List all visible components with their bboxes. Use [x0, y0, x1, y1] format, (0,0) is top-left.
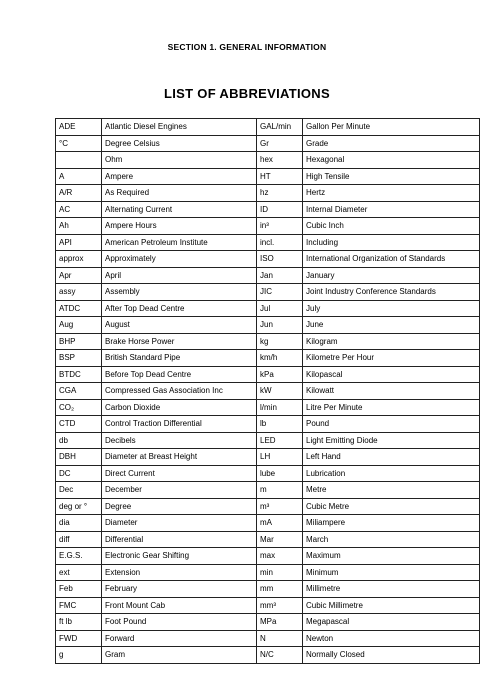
table-row: [56, 515, 480, 532]
abbreviation-cell: BTDC: [56, 366, 102, 383]
definition-cell: Millimetre: [303, 581, 480, 598]
definition-cell: Electronic Gear Shifting: [102, 548, 257, 565]
definition-cell: Lubrication: [303, 465, 480, 482]
definition-cell: February: [102, 581, 257, 598]
abbreviation-cell: LH: [257, 449, 303, 466]
abbreviation-cell: Dec: [56, 482, 102, 499]
definition-cell: March: [303, 531, 480, 548]
definition-cell: American Petroleum Institute: [102, 234, 257, 251]
table-row: [56, 564, 480, 581]
abbreviation-cell: ft lb: [56, 614, 102, 631]
definition-cell: Kilometre Per Hour: [303, 350, 480, 367]
definition-cell: Assembly: [102, 284, 257, 301]
abbreviation-cell: MPa: [257, 614, 303, 631]
abbreviation-cell: kW: [257, 383, 303, 400]
abbreviation-cell: DBH: [56, 449, 102, 466]
abbreviation-cell: Ah: [56, 218, 102, 235]
table-row: [56, 449, 480, 466]
table-row: [56, 531, 480, 548]
table-row: [56, 416, 480, 433]
definition-cell: Forward: [102, 630, 257, 647]
table-row: [56, 465, 480, 482]
abbreviation-cell: N/C: [257, 647, 303, 664]
abbreviation-cell: mm³: [257, 597, 303, 614]
table-row: [56, 119, 480, 136]
abbreviation-cell: API: [56, 234, 102, 251]
definition-cell: August: [102, 317, 257, 334]
definition-cell: After Top Dead Centre: [102, 300, 257, 317]
definition-cell: Gram: [102, 647, 257, 664]
table-row: [56, 548, 480, 565]
abbreviation-cell: assy: [56, 284, 102, 301]
abbreviation-cell: mm: [257, 581, 303, 598]
table-row: [56, 284, 480, 301]
abbreviation-cell: hz: [257, 185, 303, 202]
abbreviation-cell: m: [257, 482, 303, 499]
abbreviation-cell: incl.: [257, 234, 303, 251]
definition-cell: Diameter at Breast Height: [102, 449, 257, 466]
definition-cell: Diameter: [102, 515, 257, 532]
definition-cell: Degree Celsius: [102, 135, 257, 152]
definition-cell: Differential: [102, 531, 257, 548]
table-row: [56, 383, 480, 400]
table-row: [56, 498, 480, 515]
abbreviation-cell: ADE: [56, 119, 102, 136]
abbreviation-cell: Apr: [56, 267, 102, 284]
abbreviation-cell: dia: [56, 515, 102, 532]
definition-cell: June: [303, 317, 480, 334]
definition-cell: Cubic Metre: [303, 498, 480, 515]
abbreviation-cell: Jul: [257, 300, 303, 317]
abbreviation-cell: l/min: [257, 399, 303, 416]
definition-cell: Compressed Gas Association Inc: [102, 383, 257, 400]
abbreviation-cell: kPa: [257, 366, 303, 383]
definition-cell: Ampere: [102, 168, 257, 185]
definition-cell: Grade: [303, 135, 480, 152]
abbreviation-cell: A/R: [56, 185, 102, 202]
definition-cell: Including: [303, 234, 480, 251]
definition-cell: Maximum: [303, 548, 480, 565]
abbreviation-cell: diff: [56, 531, 102, 548]
abbreviation-cell: hex: [257, 152, 303, 169]
table-row: [56, 300, 480, 317]
abbreviation-cell: CTD: [56, 416, 102, 433]
definition-cell: Ohm: [102, 152, 257, 169]
abbreviation-cell: db: [56, 432, 102, 449]
definition-cell: July: [303, 300, 480, 317]
definition-cell: Left Hand: [303, 449, 480, 466]
definition-cell: Decibels: [102, 432, 257, 449]
abbreviation-cell: CO₂: [56, 399, 102, 416]
abbreviation-cell: Mar: [257, 531, 303, 548]
abbreviation-cell: HT: [257, 168, 303, 185]
abbreviation-cell: Aug: [56, 317, 102, 334]
table-row: [56, 432, 480, 449]
abbreviation-cell: m³: [257, 498, 303, 515]
abbreviation-cell: N: [257, 630, 303, 647]
abbreviation-cell: Gr: [257, 135, 303, 152]
table-row: [56, 267, 480, 284]
abbreviation-cell: ext: [56, 564, 102, 581]
table-row: [56, 135, 480, 152]
abbreviation-cell: CGA: [56, 383, 102, 400]
abbreviation-cell: BHP: [56, 333, 102, 350]
definition-cell: Front Mount Cab: [102, 597, 257, 614]
definition-cell: Extension: [102, 564, 257, 581]
abbreviation-cell: A: [56, 168, 102, 185]
definition-cell: Metre: [303, 482, 480, 499]
abbreviation-cell: FWD: [56, 630, 102, 647]
abbreviation-cell: kg: [257, 333, 303, 350]
table-row: [56, 251, 480, 268]
table-row: [56, 482, 480, 499]
abbreviation-cell: [56, 152, 102, 169]
definition-cell: Miliampere: [303, 515, 480, 532]
definition-cell: Newton: [303, 630, 480, 647]
definition-cell: December: [102, 482, 257, 499]
table-row: [56, 152, 480, 169]
definition-cell: Direct Current: [102, 465, 257, 482]
abbreviation-cell: km/h: [257, 350, 303, 367]
definition-cell: Approximately: [102, 251, 257, 268]
definition-cell: Ampere Hours: [102, 218, 257, 235]
table-row: [56, 581, 480, 598]
definition-cell: Cubic Millimetre: [303, 597, 480, 614]
abbreviation-cell: ID: [257, 201, 303, 218]
definition-cell: Internal Diameter: [303, 201, 480, 218]
table-row: [56, 317, 480, 334]
abbreviation-cell: LED: [257, 432, 303, 449]
abbreviation-cell: ATDC: [56, 300, 102, 317]
definition-cell: Pound: [303, 416, 480, 433]
abbreviation-cell: Jun: [257, 317, 303, 334]
abbreviations-table-body: [56, 119, 480, 664]
table-row: [56, 350, 480, 367]
definition-cell: British Standard Pipe: [102, 350, 257, 367]
definition-cell: Normally Closed: [303, 647, 480, 664]
definition-cell: Gallon Per Minute: [303, 119, 480, 136]
abbreviation-cell: JIC: [257, 284, 303, 301]
definition-cell: Cubic Inch: [303, 218, 480, 235]
abbreviations-table: [55, 118, 480, 664]
abbreviation-cell: GAL/min: [257, 119, 303, 136]
definition-cell: Carbon Dioxide: [102, 399, 257, 416]
table-row: [56, 185, 480, 202]
definition-cell: Before Top Dead Centre: [102, 366, 257, 383]
table-row: [56, 333, 480, 350]
abbreviation-cell: max: [257, 548, 303, 565]
definition-cell: Foot Pound: [102, 614, 257, 631]
definition-cell: International Organization of Standards: [303, 251, 480, 268]
abbreviation-cell: lube: [257, 465, 303, 482]
definition-cell: Litre Per Minute: [303, 399, 480, 416]
abbreviation-cell: deg or °: [56, 498, 102, 515]
abbreviation-cell: g: [56, 647, 102, 664]
definition-cell: Hertz: [303, 185, 480, 202]
table-row: [56, 630, 480, 647]
abbreviation-cell: BSP: [56, 350, 102, 367]
abbreviation-cell: approx: [56, 251, 102, 268]
definition-cell: Kilopascal: [303, 366, 480, 383]
abbreviation-cell: FMC: [56, 597, 102, 614]
section-heading: SECTION 1. GENERAL INFORMATION: [167, 42, 327, 52]
table-row: [56, 647, 480, 664]
definition-cell: Joint Industry Conference Standards: [303, 284, 480, 301]
abbreviation-cell: E.G.S.: [56, 548, 102, 565]
abbreviation-cell: DC: [56, 465, 102, 482]
abbreviation-cell: mA: [257, 515, 303, 532]
definition-cell: Kilogram: [303, 333, 480, 350]
table-row: [56, 597, 480, 614]
definition-cell: January: [303, 267, 480, 284]
definition-cell: Kilowatt: [303, 383, 480, 400]
definition-cell: Hexagonal: [303, 152, 480, 169]
table-row: [56, 218, 480, 235]
table-row: [56, 234, 480, 251]
abbreviation-cell: AC: [56, 201, 102, 218]
definition-cell: Light Emitting Diode: [303, 432, 480, 449]
table-row: [56, 168, 480, 185]
definition-cell: Atlantic Diesel Engines: [102, 119, 257, 136]
table-row: [56, 399, 480, 416]
definition-cell: Control Traction Differential: [102, 416, 257, 433]
abbreviation-cell: Jan: [257, 267, 303, 284]
abbreviation-cell: lb: [257, 416, 303, 433]
abbreviation-cell: Feb: [56, 581, 102, 598]
table-row: [56, 201, 480, 218]
abbreviation-cell: °C: [56, 135, 102, 152]
table-row: [56, 366, 480, 383]
definition-cell: April: [102, 267, 257, 284]
definition-cell: Degree: [102, 498, 257, 515]
abbreviation-cell: min: [257, 564, 303, 581]
definition-cell: Megapascal: [303, 614, 480, 631]
page-title: LIST OF ABBREVIATIONS: [164, 86, 330, 101]
definition-cell: High Tensile: [303, 168, 480, 185]
abbreviation-cell: ISO: [257, 251, 303, 268]
definition-cell: Minimum: [303, 564, 480, 581]
abbreviation-cell: in³: [257, 218, 303, 235]
definition-cell: Alternating Current: [102, 201, 257, 218]
table-row: [56, 614, 480, 631]
definition-cell: Brake Horse Power: [102, 333, 257, 350]
definition-cell: As Required: [102, 185, 257, 202]
